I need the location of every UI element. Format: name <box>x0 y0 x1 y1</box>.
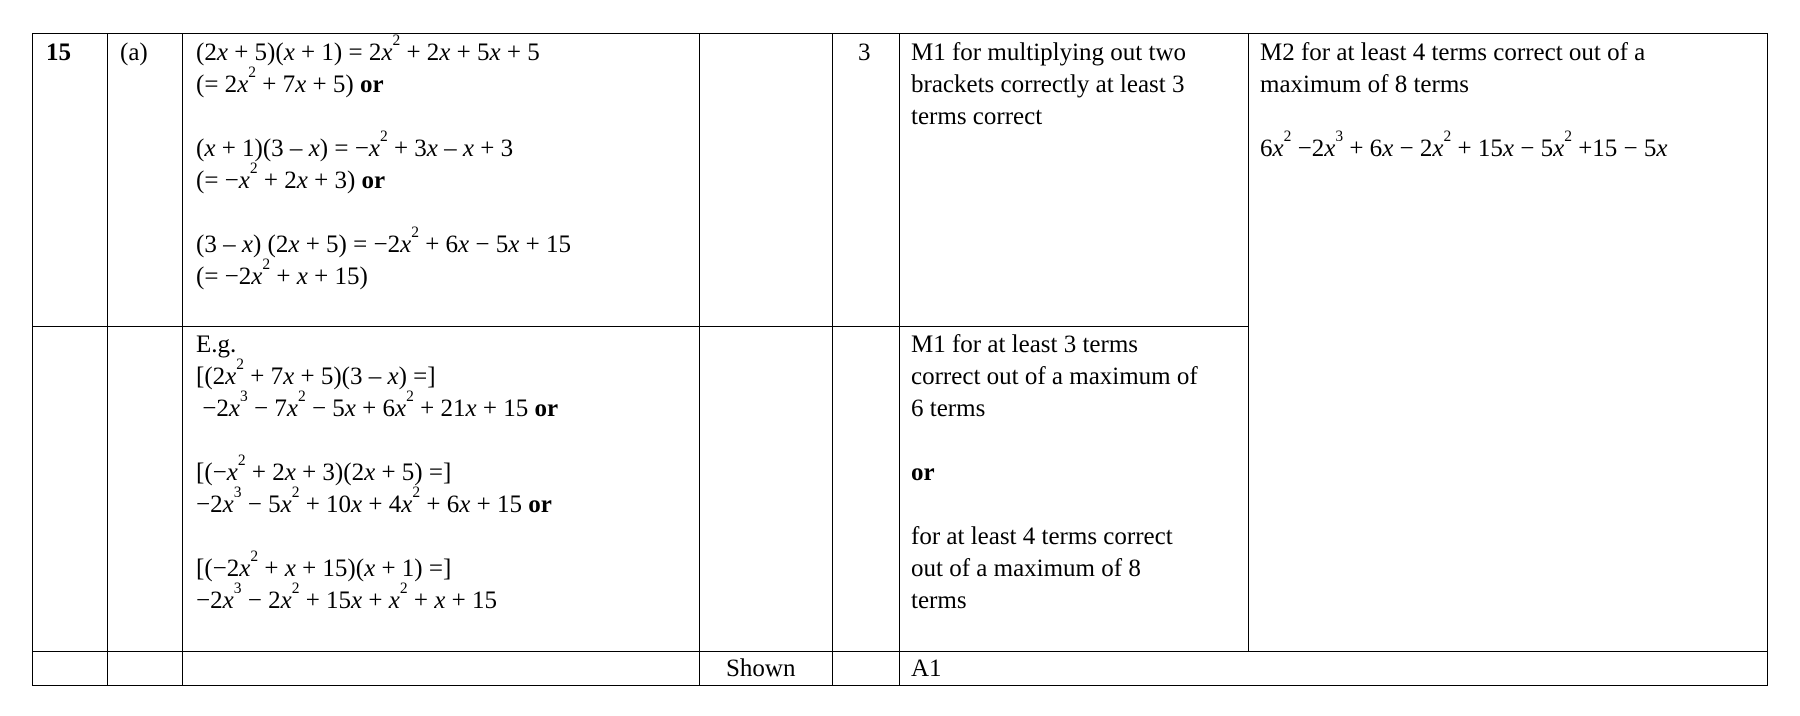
row1-working <box>196 32 571 293</box>
note-line: brackets correctly at least 3 <box>911 71 1185 98</box>
row3-mark: A1 <box>911 655 942 682</box>
working-line: $-2x^3 - 5x^2 + 10x + 4x^2 + 6x + 15$ or <box>196 484 552 518</box>
answer-shown: Shown <box>726 655 796 682</box>
guidance-notes <box>1260 37 1668 165</box>
row2-working <box>196 329 558 617</box>
or-label: or <box>359 71 384 98</box>
cell-method <box>899 651 1768 686</box>
working-line: (= $-2x^2 + x + 15$) <box>196 256 368 290</box>
working-line: (= $-x^2 + 2x + 3$) or <box>196 160 386 194</box>
working-line: [$(-x^2 + 2x + 3)(2x + 5)$ =] <box>196 452 452 486</box>
question-number: 15 <box>46 39 71 66</box>
cell-part <box>107 33 183 327</box>
cell-question <box>32 651 108 686</box>
note-line: for at least 4 terms correct <box>911 523 1173 550</box>
working-line: $(2x + 5)(x + 1) = 2x^2 + 2x + 5x + 5$ <box>196 32 540 66</box>
working-line: [$(2x^2 + 7x + 5)(3 - x)$ =] <box>196 356 436 390</box>
note-line: maximum of 8 terms <box>1260 71 1469 98</box>
cell-answer <box>699 33 833 327</box>
or-label: or <box>911 459 935 486</box>
note-line: M1 for multiplying out two <box>911 39 1186 66</box>
eg-label: E.g. <box>196 331 237 358</box>
or-label: or <box>361 167 386 194</box>
mark-total: 3 <box>858 39 871 66</box>
row1-method-notes <box>911 37 1186 133</box>
cell-question <box>32 326 108 652</box>
working-line: $-2x^3 - 2x^2 + 15x + x^2 + x + 15$ <box>196 580 497 614</box>
cell-mark <box>832 326 900 652</box>
cell-part <box>107 326 183 652</box>
cell-mark <box>832 33 900 327</box>
note-line: correct out of a maximum of <box>911 363 1198 390</box>
note-line: M2 for at least 4 terms correct out of a <box>1260 39 1646 66</box>
cell-working <box>182 651 700 686</box>
guidance-expression: $6x^2 -2x^3 + 6x - 2x^2 + 15x - 5x^2 +15 - 5x$ <box>1260 128 1668 162</box>
working-line: (3 – x) $(2x + 5) = -2x^2 + 6x - 5x + 15$ <box>196 224 571 258</box>
cell-part <box>107 651 183 686</box>
cell-answer <box>699 326 833 652</box>
note-line: terms <box>911 587 967 614</box>
note-line: 6 terms <box>911 395 986 422</box>
or-label: or <box>534 395 559 422</box>
cell-mark <box>832 651 900 686</box>
cell-question <box>32 33 108 327</box>
part-label: (a) <box>120 39 148 66</box>
working-line: $(x + 1)(3 - x) = -x^2 + 3x - x + 3$ <box>196 128 514 162</box>
row2-method-notes <box>911 329 1198 617</box>
note-line: terms correct <box>911 103 1043 130</box>
note-line: M1 for at least 3 terms <box>911 331 1139 358</box>
working-line: (= $2x^2 + 7x + 5$) or <box>196 64 384 98</box>
working-line: $-2x^3 - 7x^2 - 5x + 6x^2 + 21x + 15$ or <box>196 388 559 422</box>
note-line: out of a maximum of 8 <box>911 555 1141 582</box>
working-line: [$(-2x^2 + x + 15)(x + 1)$ =] <box>196 548 452 582</box>
or-label: or <box>528 491 552 518</box>
